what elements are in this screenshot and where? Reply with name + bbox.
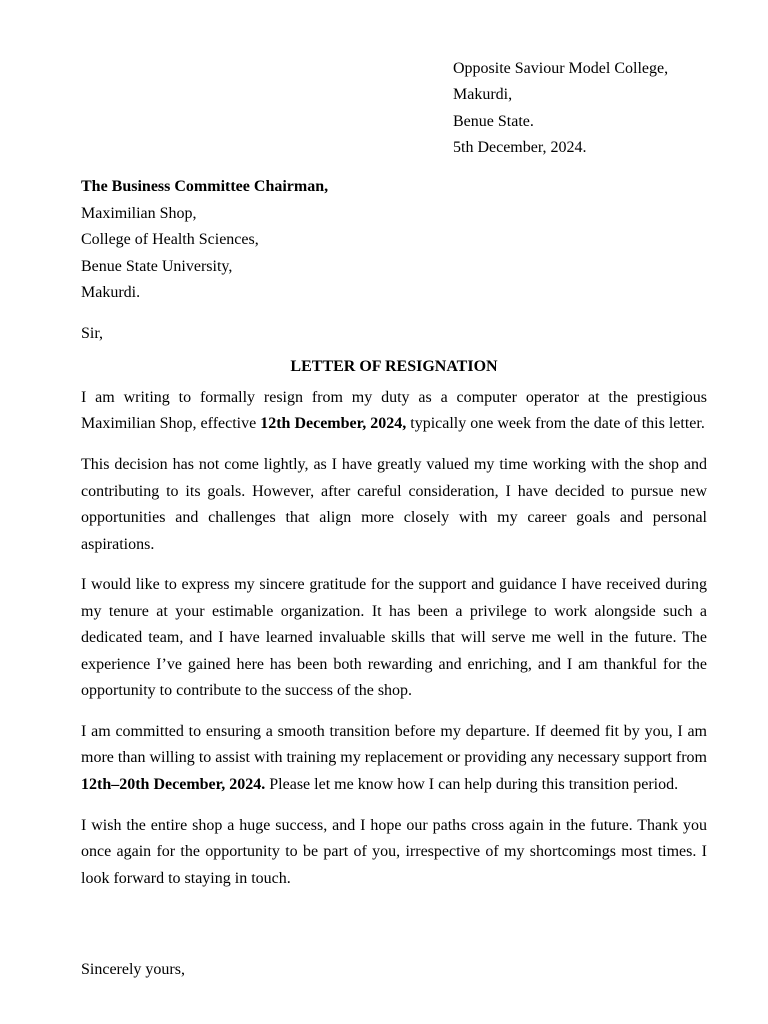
sender-address-line-3: Benue State. [453,112,534,130]
paragraph-3: I would like to express my sincere gratitude for the support and guidance I have received during my tenure at your estimable organization. It has been a privilege to work alongside such a dedicated team, and I have learned invaluable skills that will serve me well in the future. The experience I’ve gained here has been both rewarding and enriching, and I am thankful for the opportunity to contribute to the success of the shop. [81,576,707,700]
transition-dates: 12th–20th December, 2024. [81,775,266,793]
recipient-line-4: Makurdi. [81,284,141,301]
effective-date: 12th December, 2024, [260,415,407,433]
paragraph-1-text-a: I am writing to formally resign from my duty as a computer operator at the prestigious Maximilian Shop, effective [81,389,707,433]
letter-date: 5th December, 2024. [453,138,587,156]
sender-address [453,56,668,161]
paragraph-4 [81,719,707,798]
recipient-line-3: Benue State University, [81,257,233,275]
letter-body [81,385,707,906]
paragraph-4-text-b: Please let me know how I can help during this transition period. [265,775,679,793]
recipient-line-2: College of Health Sciences, [81,231,259,248]
letter-subject: LETTER OF RESIGNATION [290,358,498,375]
paragraph-4-text-a: I am committed to ensuring a smooth transition before my departure. If deemed fit by you, I am more than willing to assist with training my replacement or providing any necessary support from [81,722,707,767]
sender-address-line-2: Makurdi, [453,86,513,104]
paragraph-2: This decision has not come lightly, as I have greatly valued my time working with the shop and contributing to its goals. However, after careful consideration, I have decided to pursue new opportunities and challenges that align more closely with my career goals and personal aspirations. [81,456,707,553]
closing: Sincerely yours, [81,961,185,978]
paragraph-1-text-b: typically one week from the date of this letter. [406,415,705,433]
recipient-title: The Business Committee Chairman, [81,178,329,195]
sender-address-line-1: Opposite Saviour Model College, [453,60,669,77]
paragraph-5: I wish the entire shop a huge success, and I hope our paths cross again in the future. Thank you once again for the opportunity to be part of you, irrespective of my shortcomings most times. I look forward to staying in touch. [81,816,707,887]
salutation: Sir, [81,325,104,342]
recipient-line-1: Maximilian Shop, [81,204,197,222]
recipient-address [81,174,328,307]
paragraph-1 [81,385,707,438]
